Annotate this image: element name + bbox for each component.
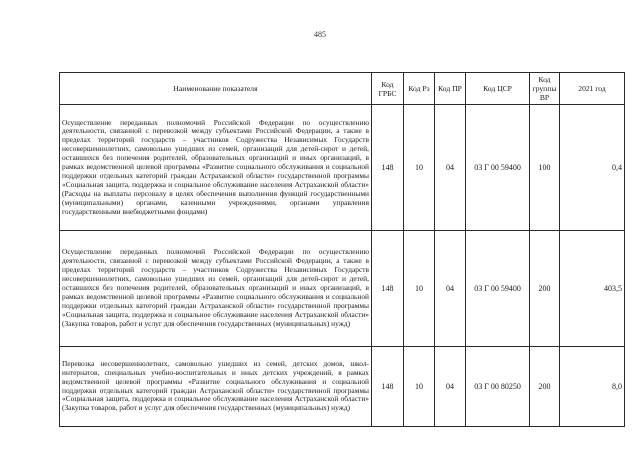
row-pr: 04 xyxy=(435,105,466,231)
table-header-row xyxy=(60,73,625,105)
header-name: Наименование показателя xyxy=(60,73,372,105)
row-csr: 03 Г 00 80250 xyxy=(466,347,530,427)
row-name: Перевозка несовершеннолетних, самовольно ушедших из семей, детских домов, школ-интернатов, специальных учебно-воспитательных и иных детских учреждений, в рамках ведомственной целевой программы «Развитие социального обслуживания и социальной поддержки отдельных категорий граждан Астраханской области» государственной программы «Социальная защита, поддержка и социальное обслуживание населения Астраханской области» (Закупка товаров, работ и услуг для обеспечения государственных (муниципальных) нужд) xyxy=(60,347,372,427)
row-pr: 04 xyxy=(435,231,466,347)
row-rz: 10 xyxy=(404,105,435,231)
header-grbs: Код ГРБС xyxy=(372,73,404,105)
row-grbs: 148 xyxy=(372,231,404,347)
row-vr: 100 xyxy=(530,105,560,231)
table-row xyxy=(60,231,625,347)
header-csr: Код ЦСР xyxy=(466,73,530,105)
row-csr: 03 Г 00 59400 xyxy=(466,105,530,231)
header-vr: Код группы ВР xyxy=(530,73,560,105)
page-number: 485 xyxy=(314,30,326,39)
table-row xyxy=(60,347,625,427)
header-rz: Код Рз xyxy=(404,73,435,105)
row-grbs: 148 xyxy=(372,347,404,427)
row-name: Осуществление переданных полномочий Российской Федерации по осуществлению деятельности, связанной с перевозкой между субъектами Российской Федерации, а также в пределах территорий государств – участников Содружества Независимых Государств несовершеннолетних, самовольно ушедших из семей, организаций для детей-сирот и детей, оставшихся без попечения родителей, образовательных организаций и иных организаций, в рамках ведомственной целевой программы «Развитие социального обслуживания и социальной поддержки отдельных категорий граждан Астраханской области» государственной программы «Социальная защита, поддержка и социальное обслуживание населения Астраханской области» (Расходы на выплаты персоналу в целях обеспечения выполнения функций государственными (муниципальными) органами, казенными учреждениями, органами управления государственными внебюджетными фондами) xyxy=(60,105,372,231)
row-name: Осуществление переданных полномочий Российской Федерации по осуществлению деятельности, связанной с перевозкой между субъектами Российской Федерации, а также в пределах территорий государств – участников Содружества Независимых Государств несовершеннолетних, самовольно ушедших из семей, организаций для детей-сирот и детей, оставшихся без попечения родителей, образовательных организаций и иных организаций, в рамках ведомственной целевой программы «Развитие социального обслуживания и социальной поддержки отдельных категорий граждан Астраханской области» государственной программы «Социальная защита, поддержка и социальное обслуживание населения Астраханской области» (Закупка товаров, работ и услуг для обеспечения государственных (муниципальных) нужд) xyxy=(60,231,372,347)
header-pr: Код ПР xyxy=(435,73,466,105)
row-rz: 10 xyxy=(404,347,435,427)
row-vr: 200 xyxy=(530,347,560,427)
row-grbs: 148 xyxy=(372,105,404,231)
row-amount: 8,0 xyxy=(560,347,625,427)
row-pr: 04 xyxy=(435,347,466,427)
row-csr: 03 Г 00 59400 xyxy=(466,231,530,347)
table-row xyxy=(60,105,625,231)
row-amount: 403,5 xyxy=(560,231,625,347)
header-2021: 2021 год xyxy=(560,73,625,105)
row-rz: 10 xyxy=(404,231,435,347)
row-vr: 200 xyxy=(530,231,560,347)
budget-table xyxy=(59,72,625,427)
row-amount: 0,4 xyxy=(560,105,625,231)
